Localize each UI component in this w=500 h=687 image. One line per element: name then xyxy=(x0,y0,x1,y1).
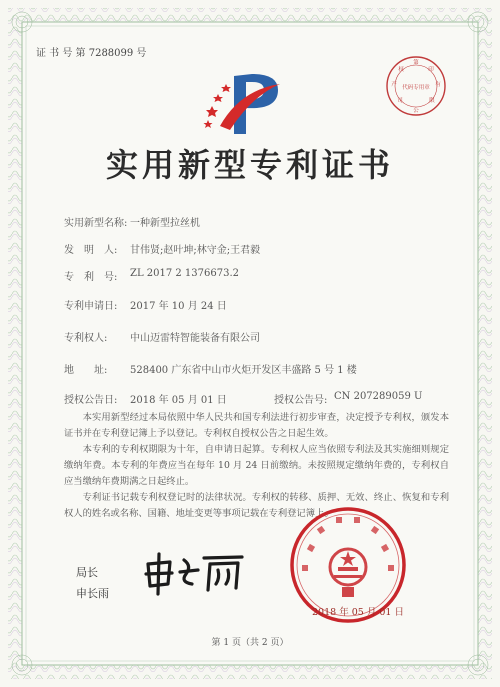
stamp-ring-char-8: 权 xyxy=(398,67,404,73)
address-value: 528400 广东省中山市火炬开发区丰盛路 5 号 1 楼 xyxy=(130,365,357,376)
stamp-ring-char-6: 司 xyxy=(397,98,403,104)
certificate-number: 证 书 号 第 7288099 号 xyxy=(36,48,147,59)
body-paragraph-3: 专利证书记载专利权登记时的法律状况。专利权的转移、质押、无效、终止、恢复和专利权人的姓名或名称、国籍、地址变更等事项记载在专利登记簿上。 xyxy=(64,492,449,519)
director-title: 局长 xyxy=(76,566,98,579)
director-signature xyxy=(140,548,250,598)
application-date-value: 2017 年 10 月 24 日 xyxy=(130,301,227,312)
patentee-value: 中山迈雷特智能装备有限公司 xyxy=(130,333,260,344)
stamp-ring-char-2: 印 xyxy=(428,67,434,73)
seal-date: 2018 年 05 月 01 日 xyxy=(312,607,404,618)
patent-number-value: ZL 2017 2 1376673.2 xyxy=(130,268,240,279)
patent-number-label: 专 利 号: xyxy=(64,272,118,283)
grant-date-value: 2018 年 05 月 01 日 xyxy=(130,395,227,406)
director-name: 申长雨 xyxy=(76,587,109,600)
utility-model-name-label: 实用新型名称: xyxy=(64,218,128,229)
grant-number-label: 授权公告号: xyxy=(274,395,328,406)
certificate-title: 实用新型专利证书 xyxy=(105,146,394,184)
inventors-label: 发 明 人: xyxy=(64,245,118,256)
agency-stamp xyxy=(385,55,447,117)
stamp-ring-char-5: 公 xyxy=(413,108,419,114)
body-paragraph-1: 本实用新型经过本局依照中华人民共和国专利法进行初步审查，决定授予专利权，颁发本证书并在专利登记簿上予以登记。专利权自授权公告之日起生效。 xyxy=(64,412,449,439)
utility-model-name-value: 一种新型拉丝机 xyxy=(130,218,200,229)
stamp-ring-char-3: 有 xyxy=(435,82,441,88)
application-date-label: 专利申请日: xyxy=(64,301,118,312)
grant-number-value: CN 207289059 U xyxy=(334,391,423,402)
stamp-ring-char-1: 第 xyxy=(413,60,419,66)
stamp-ring-char-4: 限 xyxy=(429,98,435,104)
patentee-label: 专利权人: xyxy=(64,333,108,344)
stamp-center-text: 代码专用章 xyxy=(402,85,430,91)
address-label: 地 址: xyxy=(64,365,108,376)
body-paragraph-2: 本专利的专利权期限为十年，自申请日起算。专利权人应当依照专利法及其实施细则规定缴纳年费。本专利的年费应当在每年 10 月 24 日前缴纳。未按照规定缴纳年费的，专利权自应当缴纳年费期满之日起终止。 xyxy=(64,444,449,487)
page-indicator: 第 1 页（共 2 页） xyxy=(211,638,289,648)
stamp-ring-char-7: 产 xyxy=(391,82,397,88)
grant-date-label: 授权公告日: xyxy=(64,395,118,406)
inventors-value: 甘伟贤;赵叶坤;林守金;王君毅 xyxy=(130,245,261,256)
patent-office-logo xyxy=(200,68,300,140)
